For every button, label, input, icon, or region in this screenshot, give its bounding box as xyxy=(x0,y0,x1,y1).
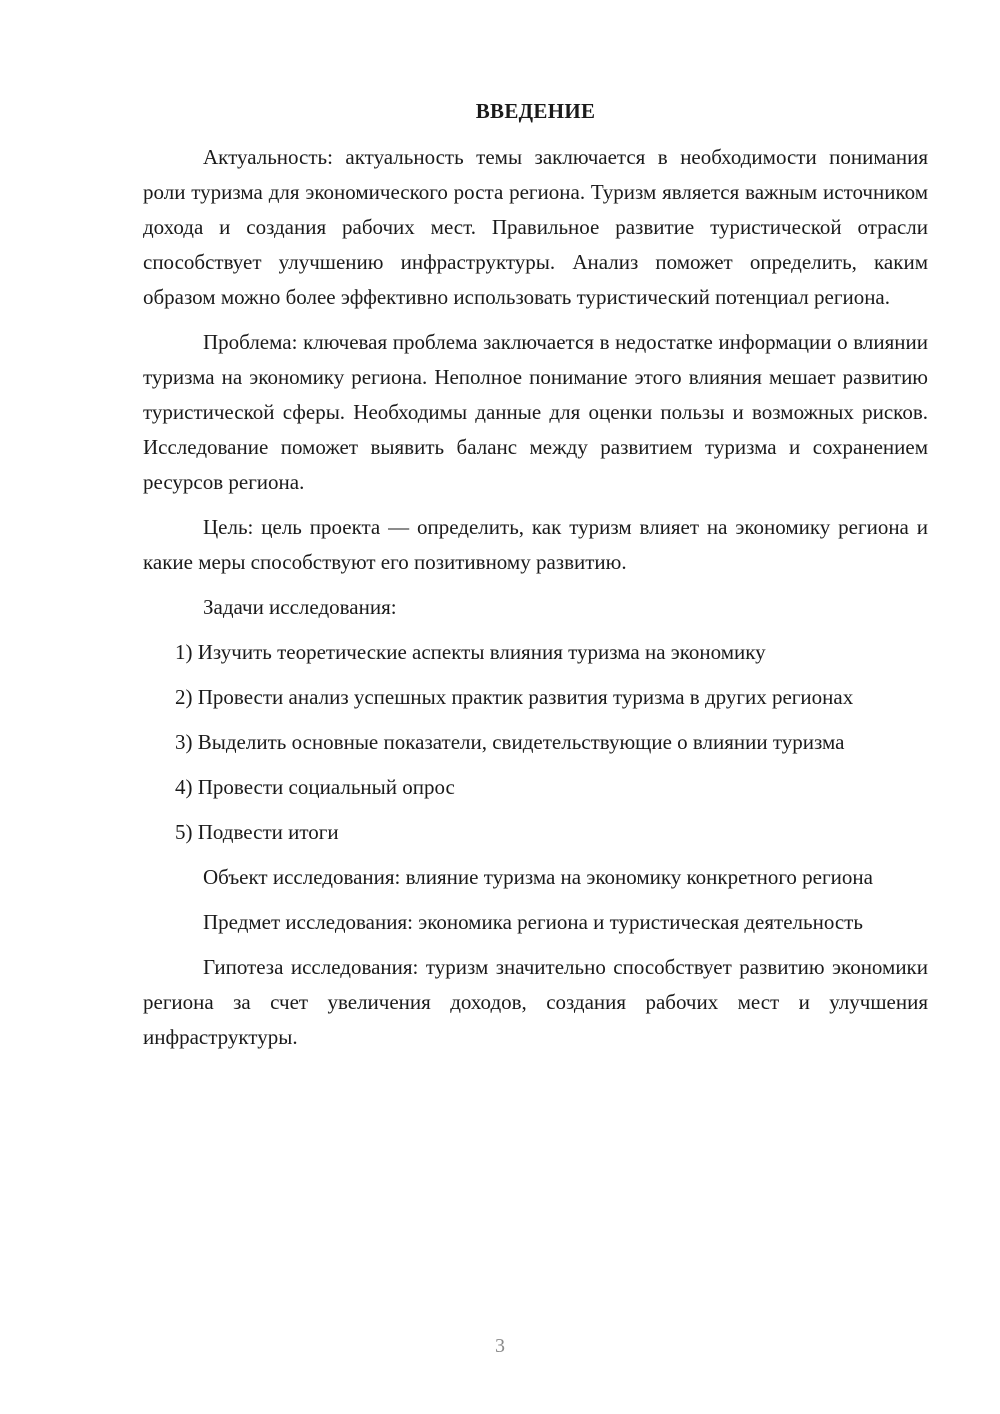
problem-paragraph: Проблема: ключевая проблема заключается в недостатке информации о влиянии туризма на экономику региона. Неполное понимание этого влияния мешает развитию туристической сферы. Необходимы данные для оценки пользы и возможных рисков. Исследование поможет выявить баланс между развитием туризма и сохранением ресурсов региона. xyxy=(143,330,928,494)
tasks-heading: Задачи исследования: xyxy=(203,595,397,619)
goal-paragraph: Цель: цель проекта — определить, как туризм влияет на экономику региона и какие меры способствуют его позитивному развитию. xyxy=(143,515,928,574)
object-paragraph: Объект исследования: влияние туризма на экономику конкретного региона xyxy=(203,865,873,889)
relevance-paragraph: Актуальность: актуальность темы заключается в необходимости понимания роли туризма для экономического роста региона. Туризм является важным источником дохода и создания рабочих мест. Правильное развитие туристической отрасли способствует улучшению инфраструктуры. Анализ поможет определить, каким образом можно более эффективно использовать туристический потенциал региона. xyxy=(143,145,928,309)
task-item: 2) Провести анализ успешных практик развития туризма в других регионах xyxy=(175,685,854,709)
page-title: ВВЕДЕНИЕ xyxy=(475,99,596,123)
task-item: 4) Провести социальный опрос xyxy=(175,775,455,799)
hypothesis-paragraph: Гипотеза исследования: туризм значительно способствует развитию экономики региона за счет увеличения доходов, создания рабочих мест и улучшения инфраструктуры. xyxy=(143,955,928,1049)
task-item: 3) Выделить основные показатели, свидетельствующие о влиянии туризма xyxy=(175,730,845,754)
task-item: 5) Подвести итоги xyxy=(175,820,339,844)
task-item: 1) Изучить теоретические аспекты влияния туризма на экономику xyxy=(175,640,766,664)
subject-paragraph: Предмет исследования: экономика региона и туристическая деятельность xyxy=(203,910,863,934)
page-number: 3 xyxy=(495,1335,505,1357)
page-content xyxy=(143,96,928,1065)
